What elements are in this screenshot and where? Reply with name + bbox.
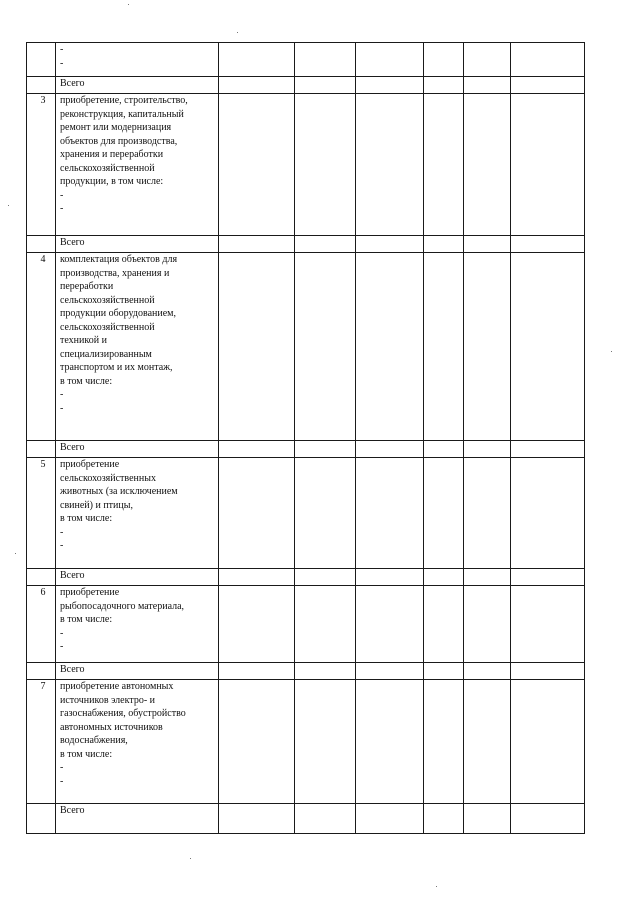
value-cell: [511, 586, 585, 663]
value-cell: [219, 236, 295, 253]
row-name-text: приобретение, строительство, реконструкция, капитальный ремонт или модернизация объектов для производства, хранения и переработки сельскохозяйственной продукции, в том числе:: [60, 95, 188, 187]
dash-item: -: [60, 44, 64, 55]
scan-speck: [436, 886, 437, 887]
row-number-cell: [27, 94, 56, 236]
value-cell: [356, 236, 424, 253]
value-cell: [464, 680, 511, 804]
row-name-cell: [56, 586, 219, 663]
table-row: [27, 43, 585, 77]
value-cell: [511, 804, 585, 834]
table-body: [27, 43, 585, 834]
value-cell: [356, 804, 424, 834]
value-cell: [511, 441, 585, 458]
row-number: 7: [40, 681, 46, 692]
row-number-cell: [27, 680, 56, 804]
value-cell: [356, 680, 424, 804]
value-cell: [356, 441, 424, 458]
total-row: [27, 804, 585, 834]
value-cell: [219, 804, 295, 834]
value-cell: [356, 94, 424, 236]
row-name-cell: [56, 458, 219, 569]
total-label: Всего: [56, 236, 219, 253]
row-number-cell: [27, 441, 56, 458]
value-cell: [295, 458, 356, 569]
value-cell: [356, 458, 424, 569]
row-name-text: приобретение рыбопосадочного материала, в том числе:: [60, 587, 185, 625]
dash-item: -: [60, 402, 64, 414]
value-cell: [424, 94, 464, 236]
table-row: [27, 680, 585, 804]
scan-speck: [8, 205, 9, 206]
value-cell: [424, 804, 464, 834]
value-cell: [424, 43, 464, 77]
value-cell: [356, 77, 424, 94]
value-cell: [424, 680, 464, 804]
dash-item: -: [60, 775, 64, 787]
value-cell: [295, 77, 356, 94]
value-cell: [464, 663, 511, 680]
row-number: 5: [40, 459, 46, 470]
row-number-cell: [27, 253, 56, 441]
value-cell: [356, 586, 424, 663]
value-cell: [464, 236, 511, 253]
value-cell: [511, 663, 585, 680]
dash-item: -: [60, 540, 64, 551]
value-cell: [295, 663, 356, 680]
value-cell: [464, 441, 511, 458]
value-cell: [219, 458, 295, 569]
value-cell: [356, 43, 424, 77]
scan-speck: [128, 4, 129, 5]
value-cell: [511, 569, 585, 586]
scan-speck: [15, 553, 16, 554]
value-cell: [511, 458, 585, 569]
value-cell: [511, 43, 585, 77]
value-cell: [464, 569, 511, 586]
total-row: [27, 236, 585, 253]
value-cell: [295, 804, 356, 834]
value-cell: [424, 236, 464, 253]
value-cell: [464, 458, 511, 569]
value-cell: [511, 94, 585, 236]
value-cell: [464, 77, 511, 94]
value-cell: [511, 236, 585, 253]
value-cell: [356, 663, 424, 680]
total-label: Всего: [56, 663, 219, 680]
value-cell: [295, 586, 356, 663]
row-number: 4: [40, 254, 46, 265]
value-cell: [511, 253, 585, 441]
table-row: [27, 586, 585, 663]
dash-item: -: [60, 57, 64, 69]
value-cell: [424, 663, 464, 680]
value-cell: [464, 43, 511, 77]
value-cell: [219, 586, 295, 663]
value-cell: [464, 94, 511, 236]
total-label: Всего: [56, 77, 219, 94]
dash-item: -: [60, 189, 64, 201]
value-cell: [295, 236, 356, 253]
value-cell: [295, 43, 356, 77]
value-cell: [424, 458, 464, 569]
total-label: Всего: [56, 804, 219, 834]
table-row: [27, 458, 585, 569]
value-cell: [511, 680, 585, 804]
row-name-cell: [56, 94, 219, 236]
dash-item: -: [60, 762, 64, 773]
total-label: Всего: [56, 569, 219, 586]
value-cell: [424, 569, 464, 586]
value-cell: [219, 77, 295, 94]
row-name-cell: [56, 680, 219, 804]
value-cell: [295, 253, 356, 441]
total-label: Всего: [56, 441, 219, 458]
dash-item: -: [60, 641, 64, 652]
row-name-text: приобретение сельскохозяйственных животных (за исключением свиней) и птицы, в том числе:: [60, 459, 178, 524]
value-cell: [424, 586, 464, 663]
value-cell: [356, 253, 424, 441]
row-number: 6: [40, 587, 46, 598]
scan-speck: [190, 858, 191, 859]
row-number-cell: [27, 236, 56, 253]
table-row: [27, 94, 585, 236]
value-cell: [219, 663, 295, 680]
row-number-cell: [27, 569, 56, 586]
value-cell: [295, 680, 356, 804]
total-row: [27, 663, 585, 680]
row-number: 3: [40, 95, 46, 106]
value-cell: [356, 569, 424, 586]
value-cell: [219, 680, 295, 804]
total-row: [27, 77, 585, 94]
value-cell: [219, 569, 295, 586]
value-cell: [295, 569, 356, 586]
total-row: [27, 441, 585, 458]
value-cell: [464, 804, 511, 834]
row-name-cell: [56, 43, 219, 77]
row-number-cell: [27, 43, 56, 77]
value-cell: [295, 441, 356, 458]
row-number-cell: [27, 586, 56, 663]
dash-item: -: [60, 203, 64, 214]
dash-item: -: [60, 389, 64, 400]
value-cell: [424, 441, 464, 458]
row-name-text: приобретение автономных источников электро- и газоснабжения, обустройство автономных источников водоснабжения, в том числе:: [60, 681, 186, 760]
value-cell: [219, 253, 295, 441]
value-cell: [424, 77, 464, 94]
value-cell: [464, 253, 511, 441]
value-cell: [424, 253, 464, 441]
row-name-text: комплектация объектов для производства, хранения и переработки сельскохозяйственной продукции оборудованием, сельскохозяйственной техникой и специализированным транспортом и их монтаж, в том числе:: [60, 254, 178, 387]
scan-speck: [237, 32, 238, 33]
table-row: [27, 253, 585, 441]
row-number-cell: [27, 77, 56, 94]
row-number-cell: [27, 458, 56, 569]
dash-item: -: [60, 627, 64, 639]
dash-item: -: [60, 526, 64, 538]
value-cell: [511, 77, 585, 94]
row-name-cell: [56, 253, 219, 441]
investment-table: [26, 42, 585, 834]
value-cell: [219, 441, 295, 458]
value-cell: [464, 586, 511, 663]
value-cell: [219, 94, 295, 236]
row-number-cell: [27, 804, 56, 834]
scan-speck: [611, 351, 612, 352]
value-cell: [219, 43, 295, 77]
value-cell: [295, 94, 356, 236]
row-number-cell: [27, 663, 56, 680]
total-row: [27, 569, 585, 586]
